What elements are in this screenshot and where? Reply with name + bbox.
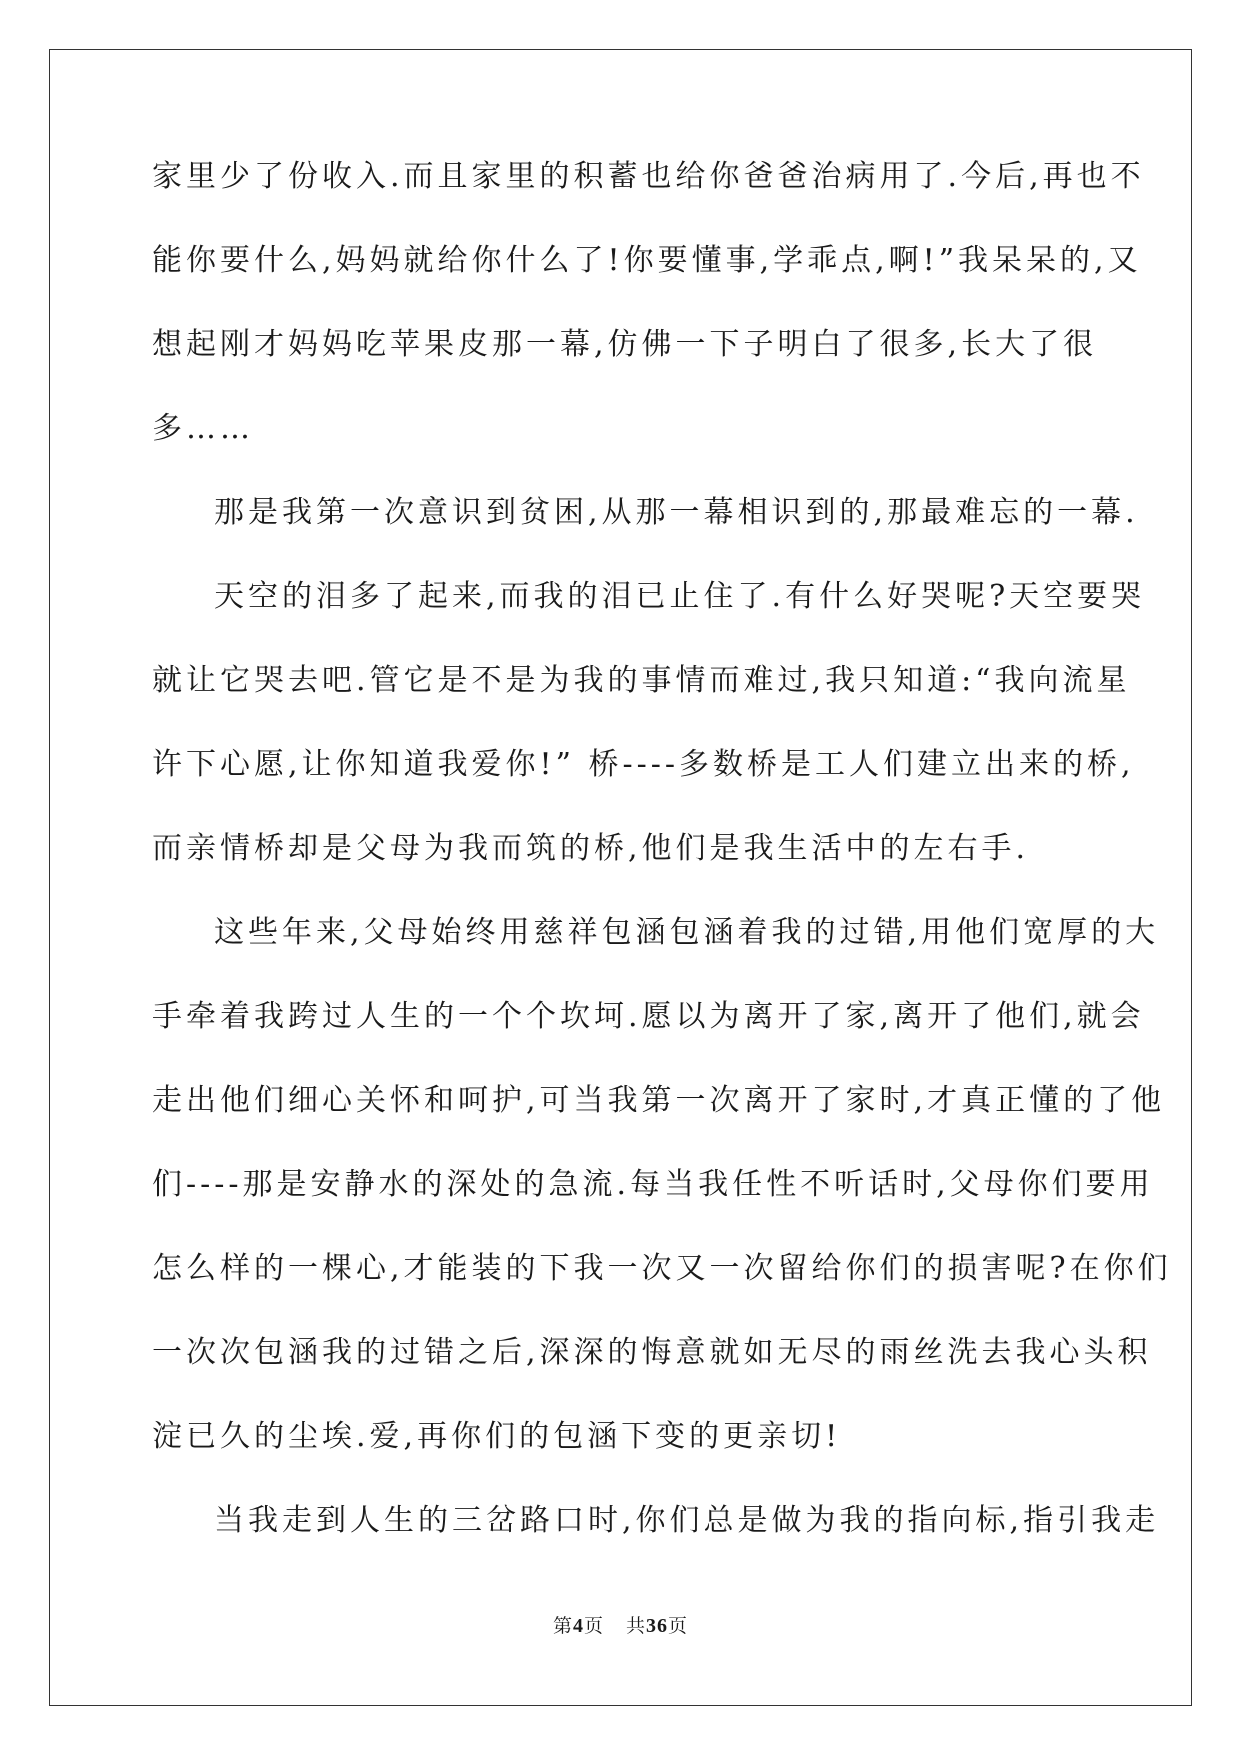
text-line: 就让它哭去吧.管它是不是为我的事情而难过,我只知道:“我向流星	[152, 663, 1131, 698]
text-line: 手牵着我跨过人生的一个个坎坷.愿以为离开了家,离开了他们,就会	[152, 999, 1145, 1034]
text-line: 天空的泪多了起来,而我的泪已止住了.有什么好哭呢?天空要哭	[214, 579, 1146, 614]
text-line: 们----那是安静水的深处的急流.每当我任性不听话时,父母你们要用	[152, 1167, 1154, 1202]
text-line: 那是我第一次意识到贫困,从那一幕相识到的,那最难忘的一幕.	[214, 495, 1139, 530]
text-line: 淀已久的尘埃.爱,再你们的包涵下变的更亲切!	[152, 1419, 842, 1454]
page-prefix: 第	[552, 1615, 573, 1637]
total-suffix: 页	[668, 1615, 689, 1637]
body-text	[152, 157, 1172, 1585]
total-prefix: 共	[626, 1615, 647, 1637]
text-line: 一次次包涵我的过错之后,深深的悔意就如无尽的雨丝洗去我心头积	[152, 1335, 1152, 1370]
text-line: 许下心愿,让你知道我爱你!” 桥----多数桥是工人们建立出来的桥,	[152, 747, 1135, 782]
text-line: 能你要什么,妈妈就给你什么了!你要懂事,学乖点,啊!”我呆呆的,又	[152, 243, 1142, 278]
text-line: 走出他们细心关怀和呵护,可当我第一次离开了家时,才真正懂的了他	[152, 1083, 1166, 1118]
text-line: 怎么样的一棵心,才能装的下我一次又一次留给你们的损害呢?在你们	[152, 1251, 1172, 1286]
text-line: 当我走到人生的三岔路口时,你们总是做为我的指向标,指引我走	[214, 1503, 1160, 1538]
page-suffix: 页	[583, 1615, 604, 1637]
text-line: 这些年来,父母始终用慈祥包涵包涵着我的过错,用他们宽厚的大	[214, 915, 1160, 950]
text-line: 想起刚才妈妈吃苹果皮那一幕,仿佛一下子明白了很多,长大了很	[152, 327, 1098, 362]
page-footer	[0, 1611, 1241, 1638]
text-line: 家里少了份收入.而且家里的积蓄也给你爸爸治病用了.今后,再也不	[152, 159, 1145, 194]
page-number: 4	[572, 1615, 584, 1637]
total-pages: 36	[646, 1615, 669, 1637]
text-line: 多……	[152, 411, 254, 446]
text-line: 而亲情桥却是父母为我而筑的桥,他们是我生活中的左右手.	[152, 831, 1030, 866]
